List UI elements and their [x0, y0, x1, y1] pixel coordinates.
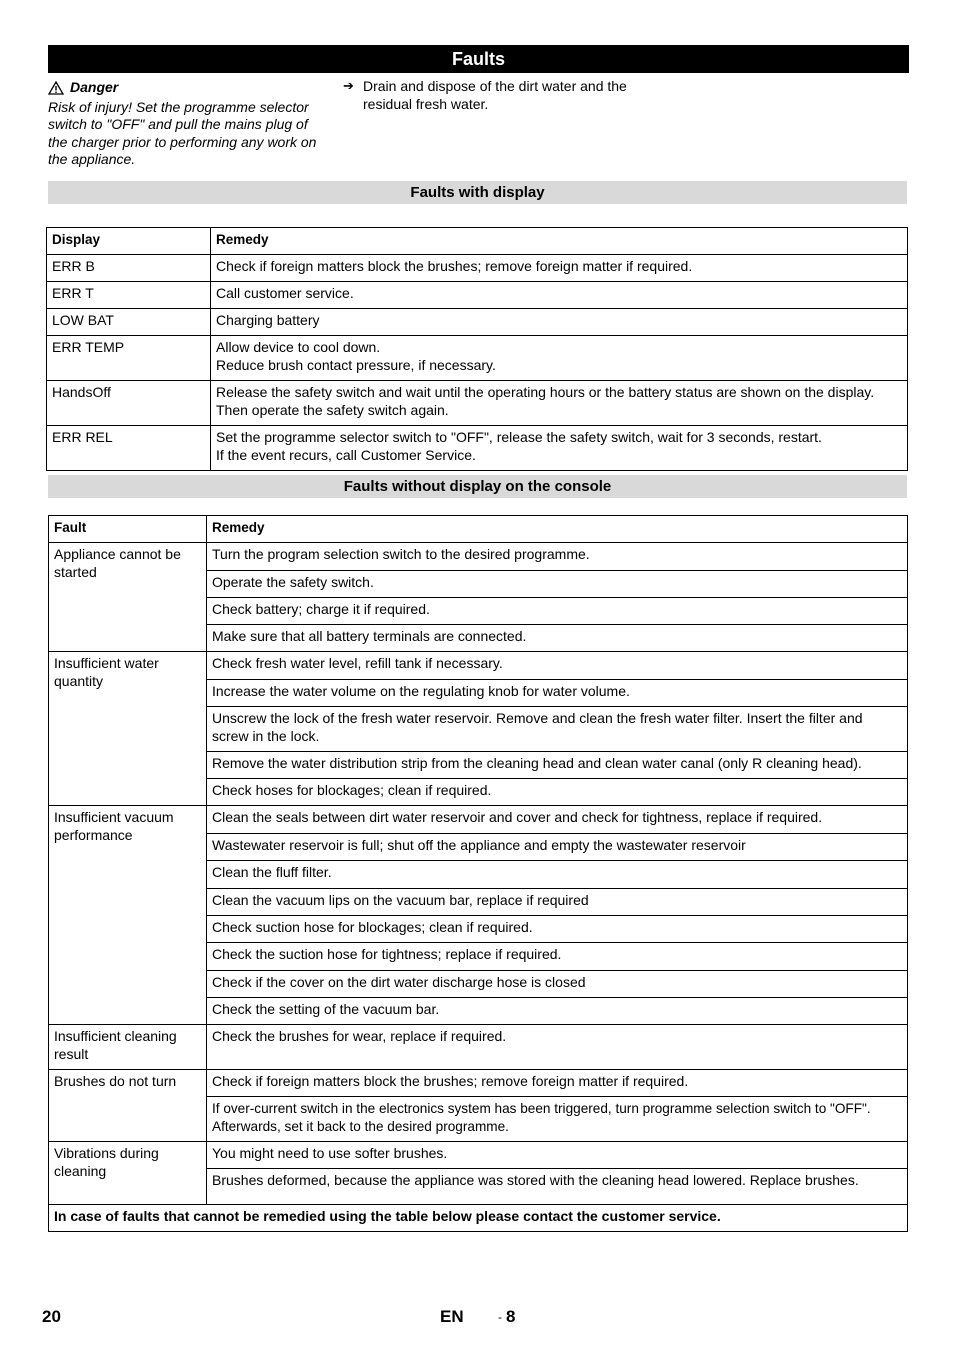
- remedy-line: Allow device to cool down.: [216, 339, 381, 355]
- remedy-cell: Clean the seals between dirt water reservoir and cover and check for tightness, replace if required.: [207, 806, 908, 834]
- remedy-cell: Wastewater reservoir is full; shut off the appliance and empty the wastewater reservoir: [207, 834, 908, 861]
- drain-step: [343, 77, 643, 113]
- drain-step-text: Drain and dispose of the dirt water and the residual fresh water.: [363, 78, 627, 112]
- remedy-cell: [211, 336, 908, 381]
- danger-notice: [48, 79, 328, 169]
- display-code: HandsOff: [47, 381, 211, 426]
- table-row: [47, 381, 908, 426]
- remedy-line: Release the safety switch and wait until the operating hours or the battery status are shown on the display.: [216, 384, 875, 400]
- table-row: [49, 1142, 908, 1169]
- remedy-cell: Check battery; charge it if required.: [207, 598, 908, 625]
- remedy-cell: Unscrew the lock of the fresh water reservoir. Remove and clean the fresh water filter. Insert the filter and screw in the lock.: [207, 707, 908, 752]
- table-row: [49, 1025, 908, 1070]
- page-number: 20: [42, 1307, 61, 1326]
- remedy-cell: [211, 426, 908, 471]
- table-row: [49, 806, 908, 834]
- display-code: ERR REL: [47, 426, 211, 471]
- column-header-display: Display: [47, 228, 211, 255]
- display-code: ERR TEMP: [47, 336, 211, 381]
- remedy-cell: Check hoses for blockages; clean if required.: [207, 779, 908, 806]
- remedy-line: Then operate the safety switch again.: [216, 401, 449, 418]
- fault-cell: Brushes do not turn: [49, 1070, 207, 1142]
- warning-triangle-icon: [48, 81, 64, 95]
- remedy-cell: You might need to use softer brushes.: [207, 1142, 908, 1169]
- table-row: [47, 282, 908, 309]
- remedy-cell: Check fresh water level, refill tank if necessary.: [207, 652, 908, 680]
- remedy-line: Reduce brush contact pressure, if necessary.: [216, 356, 496, 373]
- table-header-row: [47, 228, 908, 255]
- remedy-cell: Brushes deformed, because the appliance was stored with the cleaning head lowered. Replace brushes.: [207, 1169, 908, 1205]
- remedy-line: Set the programme selector switch to "OFF", release the safety switch, wait for 3 seconds, restart.: [216, 429, 822, 445]
- page-title: Faults: [48, 45, 909, 73]
- fault-cell: Insufficient cleaning result: [49, 1025, 207, 1070]
- remedy-cell: Check suction hose for blockages; clean if required.: [207, 916, 908, 943]
- remedy-cell: Check the suction hose for tightness; replace if required.: [207, 943, 908, 971]
- column-header-remedy: Remedy: [211, 228, 908, 255]
- remedy-cell: Check the setting of the vacuum bar.: [207, 998, 908, 1025]
- section-heading-no-display: Faults without display on the console: [48, 475, 907, 498]
- table-row: [49, 652, 908, 680]
- faults-with-display-table: [46, 227, 908, 471]
- table-row: [47, 255, 908, 282]
- remedy-cell: Operate the safety switch.: [207, 571, 908, 598]
- column-header-remedy: Remedy: [207, 516, 908, 543]
- remedy-cell: Remove the water distribution strip from the cleaning head and clean water canal (only R cleaning head).: [207, 752, 908, 779]
- fault-cell: Insufficient vacuum performance: [49, 806, 207, 1025]
- danger-text: Risk of injury! Set the programme selector switch to "OFF" and pull the mains plug of the charger prior to performing any work on the appliance.: [48, 98, 317, 168]
- customer-service-note-row: [49, 1205, 908, 1232]
- remedy-cell: Check if the cover on the dirt water discharge hose is closed: [207, 971, 908, 998]
- display-code: ERR B: [47, 255, 211, 282]
- remedy-cell: [211, 381, 908, 426]
- remedy-cell: Increase the water volume on the regulating knob for water volume.: [207, 680, 908, 707]
- remedy-line: Call customer service.: [216, 285, 354, 301]
- remedy-cell: [211, 309, 908, 336]
- fault-cell: Insufficient water quantity: [49, 652, 207, 806]
- page-separator: -: [498, 1310, 502, 1324]
- danger-heading: Danger: [70, 79, 119, 95]
- remedy-cell: Make sure that all battery terminals are connected.: [207, 625, 908, 652]
- faults-without-display-table: [48, 515, 908, 1232]
- remedy-line: Charging battery: [216, 312, 320, 328]
- remedy-cell: [211, 282, 908, 309]
- section-heading-display: Faults with display: [48, 181, 907, 204]
- table-row: [49, 543, 908, 571]
- table-row: [47, 309, 908, 336]
- remedy-cell: If over-current switch in the electronics system has been triggered, turn programme selection switch to "OFF". Afterwards, set it back to the desired programme.: [207, 1097, 908, 1142]
- customer-service-note: In case of faults that cannot be remedied using the table below please contact the customer service.: [49, 1205, 908, 1232]
- remedy-cell: Clean the fluff filter.: [207, 861, 908, 889]
- remedy-cell: Check the brushes for wear, replace if required.: [207, 1025, 908, 1070]
- language-code: EN: [440, 1307, 464, 1326]
- remedy-line: If the event recurs, call Customer Service.: [216, 446, 476, 463]
- arrow-right-icon: ➔: [343, 78, 354, 93]
- remedy-cell: Clean the vacuum lips on the vacuum bar, replace if required: [207, 889, 908, 916]
- display-code: LOW BAT: [47, 309, 211, 336]
- table-row: [47, 336, 908, 381]
- table-header-row: [49, 516, 908, 543]
- table-row: [47, 426, 908, 471]
- remedy-cell: Check if foreign matters block the brushes; remove foreign matter if required.: [207, 1070, 908, 1097]
- remedy-cell: Turn the program selection switch to the desired programme.: [207, 543, 908, 571]
- fault-cell: Vibrations during cleaning: [49, 1142, 207, 1205]
- danger-heading-row: [48, 79, 328, 97]
- display-code: ERR T: [47, 282, 211, 309]
- sub-page-number: 8: [506, 1307, 516, 1326]
- column-header-fault: Fault: [49, 516, 207, 543]
- table-row: [49, 1070, 908, 1097]
- remedy-line: Check if foreign matters block the brushes; remove foreign matter if required.: [216, 258, 693, 274]
- remedy-cell: [211, 255, 908, 282]
- fault-cell: Appliance cannot be started: [49, 543, 207, 652]
